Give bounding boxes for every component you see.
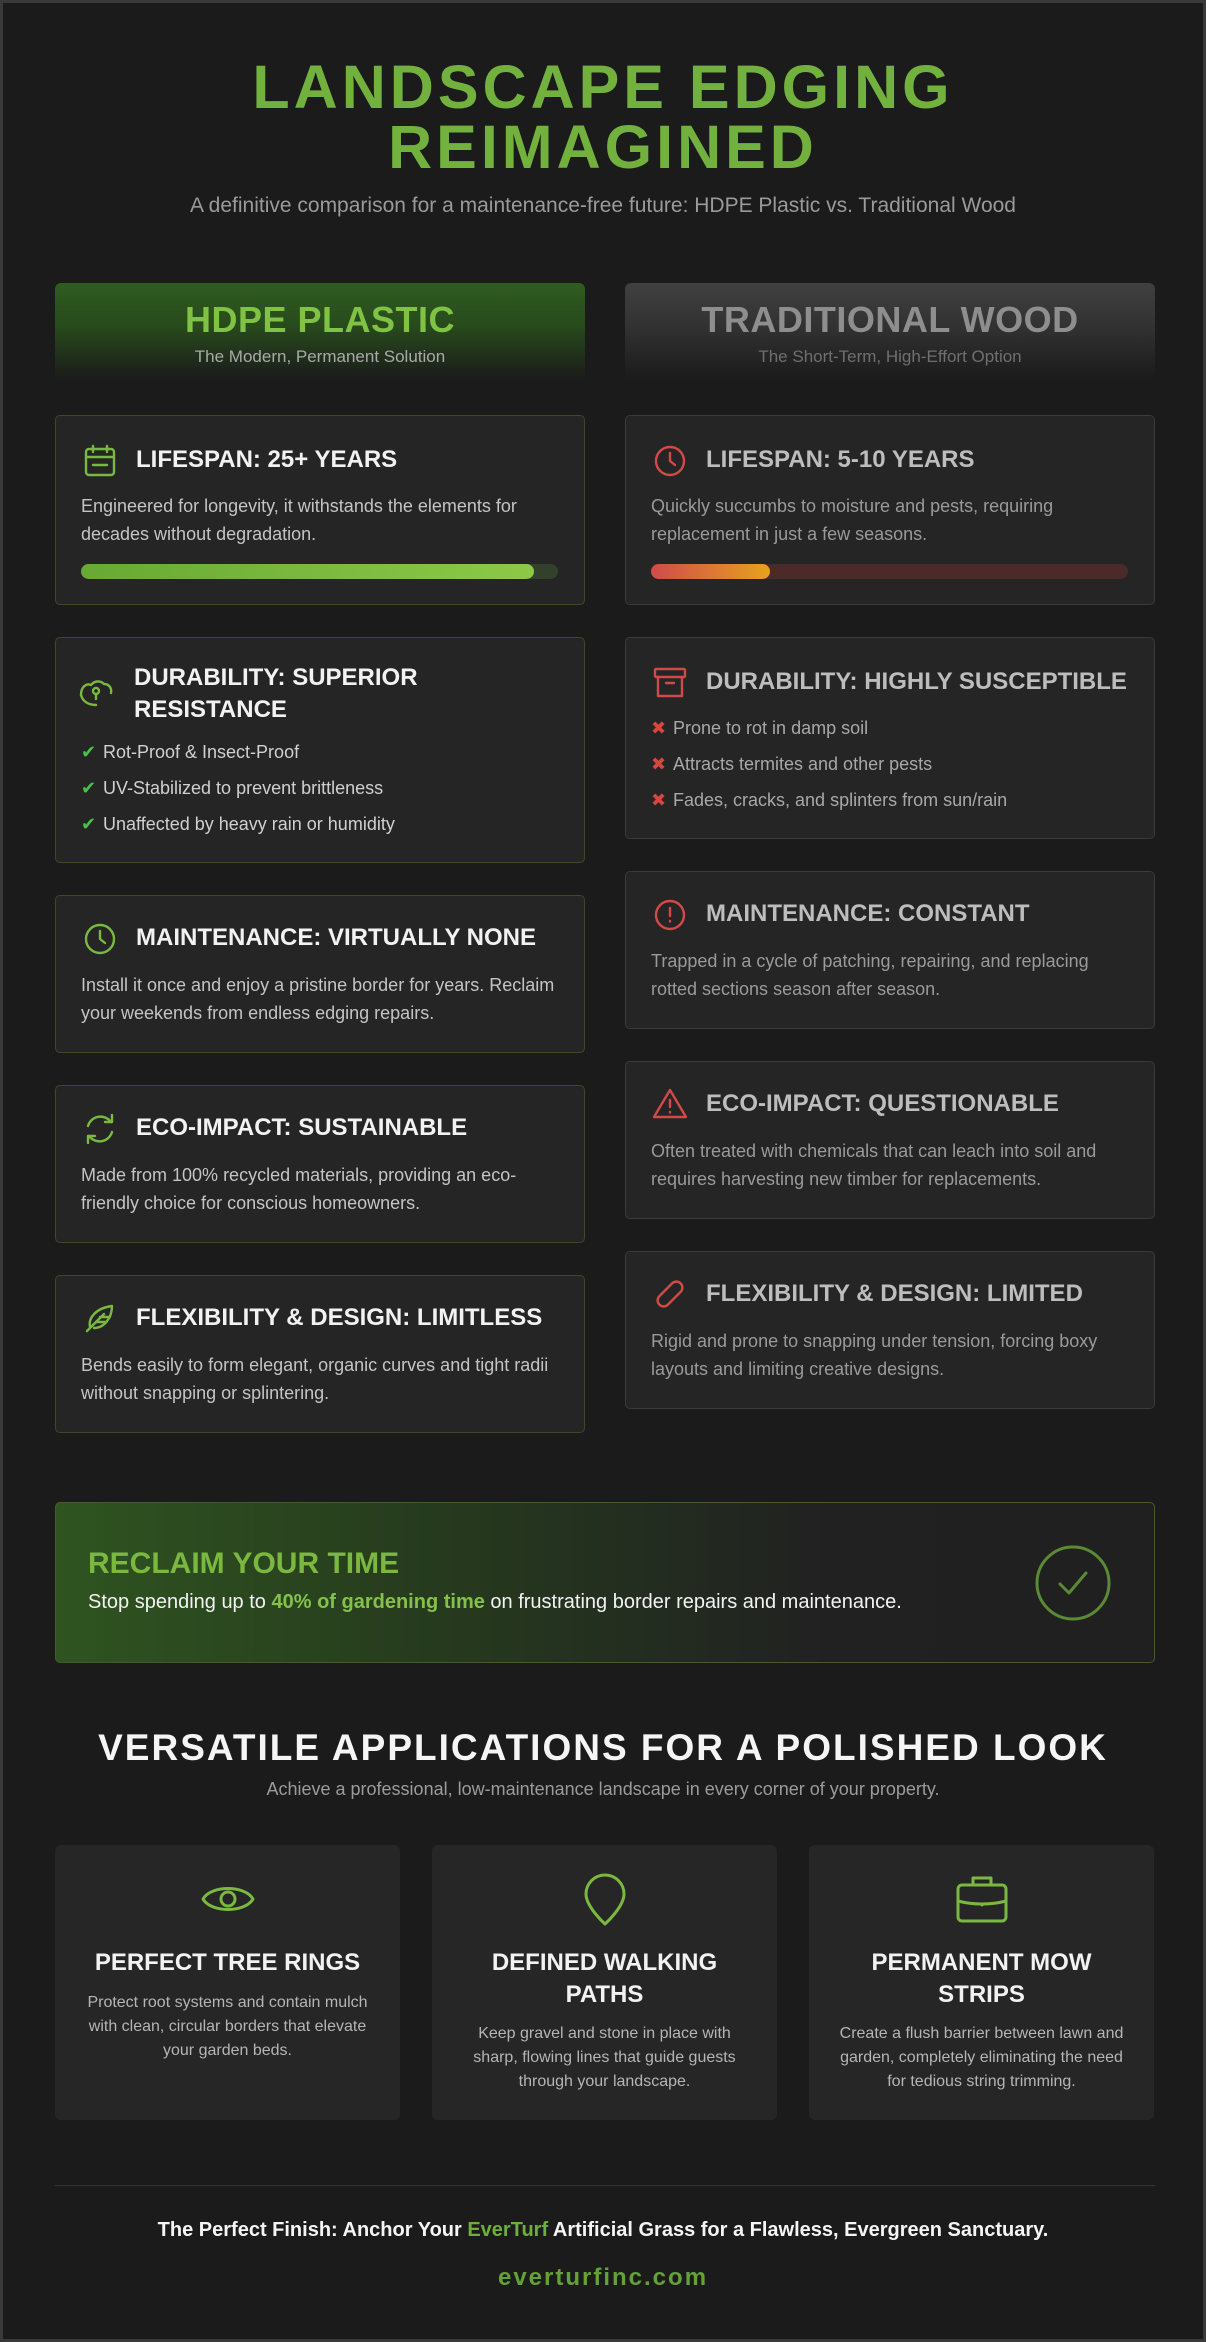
wood-eco-body: Often treated with chemicals that can leach into soil and requires harvesting new timber for replacements. xyxy=(651,1141,1097,1189)
app-card-walking-paths xyxy=(432,1845,777,2120)
briefcase-icon xyxy=(955,1871,1009,1927)
alert-circle-icon xyxy=(652,897,688,933)
app-title: DEFINED WALKING PATHS xyxy=(491,1949,718,2008)
wood-maintenance-body: Trapped in a cycle of patching, repairing, and replacing rotted sections season after season. xyxy=(651,951,1089,999)
archive-icon xyxy=(652,665,688,701)
wood-maintenance-title: MAINTENANCE: CONSTANT xyxy=(706,900,1030,927)
x-icon: ✖ xyxy=(651,754,667,774)
list-item: ✖ Fades, cracks, and splinters from sun/rain xyxy=(651,782,1007,818)
applications-title: VERSATILE APPLICATIONS FOR A POLISHED LOOK xyxy=(98,1727,1108,1768)
wood-durability-list xyxy=(651,710,1007,818)
list-item: ✔ Rot-Proof & Insect-Proof xyxy=(81,734,395,770)
check-icon: ✔ xyxy=(81,814,97,834)
app-card-mow-strips xyxy=(809,1845,1154,2120)
hdpe-lifespan-bar xyxy=(81,564,558,579)
app-title: PERMANENT MOW STRIPS xyxy=(871,1949,1092,2008)
list-item: ✔ UV-Stabilized to prevent brittleness xyxy=(81,770,395,806)
hdpe-durability-card xyxy=(55,637,585,863)
page-subtitle: A definitive comparison for a maintenance-free future: HDPE Plastic vs. Traditional Wood xyxy=(189,194,1016,217)
shield-sprout-icon xyxy=(78,675,114,711)
hdpe-eco-card xyxy=(55,1085,585,1243)
check-circle-icon xyxy=(1034,1544,1112,1622)
calendar-icon xyxy=(82,443,118,479)
app-description: Keep gravel and stone in place with sharp, flowing lines that guide guests through your landscape. xyxy=(473,2025,736,2090)
footer-divider xyxy=(55,2185,1155,2186)
reclaim-highlight: 40% of gardening time xyxy=(271,1591,485,1613)
clock-icon xyxy=(652,443,688,479)
hdpe-flex-title: FLEXIBILITY & DESIGN: LIMITLESS xyxy=(136,1304,543,1331)
x-icon: ✖ xyxy=(651,718,667,738)
wood-lifespan-bar xyxy=(651,564,1128,579)
wood-lifespan-title: LIFESPAN: 5-10 YEARS xyxy=(706,446,975,473)
hdpe-eco-body: Made from 100% recycled materials, providing an eco-friendly choice for conscious homeowners. xyxy=(81,1165,517,1213)
wood-flex-card xyxy=(625,1251,1155,1409)
brand-name: EverTurf xyxy=(467,2219,549,2241)
x-icon: ✖ xyxy=(651,790,667,810)
hdpe-lifespan-title: LIFESPAN: 25+ YEARS xyxy=(136,446,398,473)
feather-icon xyxy=(82,1300,118,1336)
check-icon: ✔ xyxy=(81,778,97,798)
hdpe-lifespan-body: Engineered for longevity, it withstands the elements for decades without degradation. xyxy=(81,496,517,544)
app-description: Create a flush barrier between lawn and garden, completely eliminating the need for tedious string trimming. xyxy=(839,2025,1124,2090)
page-title-line1: LANDSCAPE EDGING xyxy=(252,53,954,121)
wood-eco-title: ECO-IMPACT: QUESTIONABLE xyxy=(706,1090,1059,1117)
wood-column-header xyxy=(625,283,1155,379)
clock-icon xyxy=(82,921,118,957)
wood-maintenance-card xyxy=(625,871,1155,1029)
reclaim-title: RECLAIM YOUR TIME xyxy=(88,1547,400,1580)
wood-eco-card xyxy=(625,1061,1155,1219)
wood-durability-card xyxy=(625,637,1155,839)
hdpe-durability-title-line2: RESISTANCE xyxy=(134,696,287,723)
recycle-icon xyxy=(82,1111,118,1147)
reclaim-time-banner xyxy=(55,1502,1155,1663)
wood-lifespan-card xyxy=(625,415,1155,605)
hdpe-flex-card xyxy=(55,1275,585,1433)
hdpe-durability-list xyxy=(81,734,395,842)
warning-triangle-icon xyxy=(652,1086,688,1122)
wood-flex-body: Rigid and prone to snapping under tension, forcing boxy layouts and limiting creative designs. xyxy=(651,1331,1098,1379)
hdpe-column-subtitle: The Modern, Permanent Solution xyxy=(194,347,446,366)
check-icon: ✔ xyxy=(81,742,97,762)
applications-subtitle: Achieve a professional, low-maintenance landscape in every corner of your property. xyxy=(266,1779,940,1799)
hdpe-column-header xyxy=(55,283,585,379)
wood-column-title: TRADITIONAL WOOD xyxy=(701,299,1079,340)
page-title-line2: REIMAGINED xyxy=(388,113,818,181)
map-pin-icon xyxy=(578,1871,632,1927)
bandage-icon xyxy=(652,1276,688,1312)
hdpe-lifespan-card xyxy=(55,415,585,605)
wood-flex-title: FLEXIBILITY & DESIGN: LIMITED xyxy=(706,1280,1083,1307)
wood-column-subtitle: The Short-Term, High-Effort Option xyxy=(758,347,1022,366)
hdpe-maintenance-title: MAINTENANCE: VIRTUALLY NONE xyxy=(136,924,537,951)
hdpe-durability-title-line1: DURABILITY: SUPERIOR xyxy=(134,664,418,691)
list-item: ✖ Prone to rot in damp soil xyxy=(651,710,1007,746)
list-item: ✖ Attracts termites and other pests xyxy=(651,746,1007,782)
eye-icon xyxy=(201,1871,255,1927)
wood-durability-title: DURABILITY: HIGHLY SUSCEPTIBLE xyxy=(706,668,1127,695)
hdpe-eco-title: ECO-IMPACT: SUSTAINABLE xyxy=(136,1114,468,1141)
app-title: PERFECT TREE RINGS xyxy=(94,1949,361,1976)
hdpe-maintenance-card xyxy=(55,895,585,1053)
wood-lifespan-bar-fill xyxy=(651,564,770,579)
reclaim-text: Stop spending up to 40% of gardening time on frustrating border repairs and maintenance. xyxy=(88,1591,902,1613)
hdpe-column-title: HDPE PLASTIC xyxy=(184,299,456,340)
app-card-tree-rings xyxy=(55,1845,400,2120)
website-link[interactable]: everturfinc.com xyxy=(497,2264,709,2291)
footer-tagline: The Perfect Finish: Anchor Your EverTurf Artificial Grass for a Flawless, Evergreen Sanctuary. xyxy=(157,2219,1049,2241)
hdpe-lifespan-bar-fill xyxy=(81,564,534,579)
app-description: Protect root systems and contain mulch with clean, circular borders that elevate your garden beds. xyxy=(87,1994,368,2059)
hdpe-maintenance-body: Install it once and enjoy a pristine border for years. Reclaim your weekends from endless edging repairs. xyxy=(81,975,555,1023)
list-item: ✔ Unaffected by heavy rain or humidity xyxy=(81,806,395,842)
hdpe-flex-body: Bends easily to form elegant, organic curves and tight radii without snapping or splintering. xyxy=(81,1355,549,1403)
wood-lifespan-body: Quickly succumbs to moisture and pests, requiring replacement in just a few seasons. xyxy=(651,496,1054,544)
